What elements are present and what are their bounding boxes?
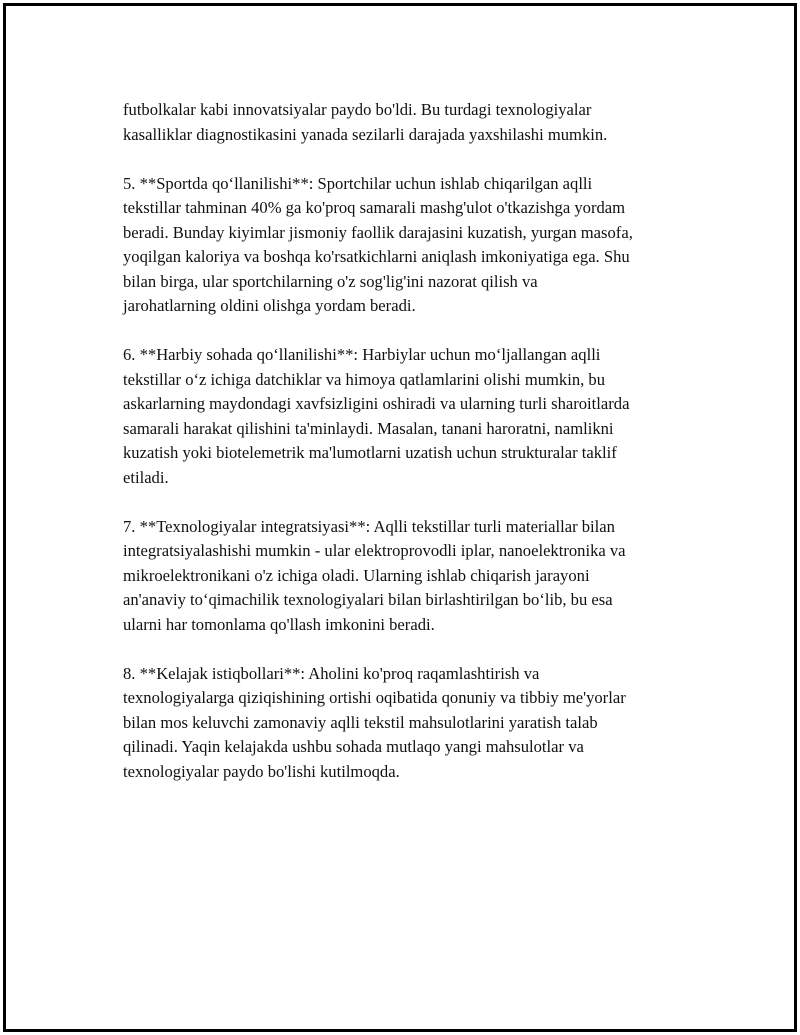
text-line: texnologiyalarga qiziqishining ortishi oqibatida qonuniy va tibbiy me'yorlar — [123, 688, 626, 707]
text-line: 5. **Sportda qo‘llanilishi**: Sportchilar uchun ishlab chiqarilgan aqlli — [123, 173, 593, 193]
text-line: kuzatish yoki biotelemetrik ma'lumotlarni uzatish uchun strukturalar taklif — [123, 443, 617, 462]
text-line: texnologiyalar paydo bo'lishi kutilmoqda. — [123, 761, 400, 781]
paragraph-future — [123, 662, 703, 785]
text-line: yoqilgan kaloriya va boshqa ko'rsatkichlarni aniqlash imkoniyatiga ega. Shu — [123, 247, 630, 266]
paragraph-continuation — [123, 98, 703, 147]
text-line: beradi. Bunday kiyimlar jismoniy faollik darajasini kuzatish, yurgan masofa, — [123, 222, 633, 242]
page-body — [123, 98, 703, 809]
text-line: 8. **Kelajak istiqbollari**: Aholini ko'proq raqamlashtirish va — [123, 663, 540, 683]
text-line: 6. **Harbiy sohada qo‘llanilishi**: Harbiylar uchun mo‘ljallangan aqlli — [123, 345, 601, 364]
text-line: ularni har tomonlama qo'llash imkonini beradi. — [123, 614, 435, 634]
text-line: tekstillar tahminan 40% ga ko'proq samarali mashg'ulot o'tkazishga yordam — [123, 198, 626, 217]
paragraph-military — [123, 343, 703, 490]
text-line: futbolkalar kabi innovatsiyalar paydo bo'ldi. Bu turdagi texnologiyalar — [123, 100, 592, 119]
page-frame — [3, 3, 797, 1032]
text-line: askarlarning maydondagi xavfsizligini oshiradi va ularning turli sharoitlarda — [123, 394, 630, 413]
text-line: bilan birga, ular sportchilarning o'z sog'lig'ini nazorat qilish va — [123, 271, 538, 291]
text-line: mikroelektronikani o'z ichiga oladi. Ularning ishlab chiqarish jarayoni — [123, 565, 590, 585]
text-line: an'anaviy to‘qimachilik texnologiyalari bilan birlashtirilgan bo‘lib, bu esa — [123, 590, 613, 609]
text-line: bilan mos keluvchi zamonaviy aqlli tekstil mahsulotlarini yaratish talab — [123, 712, 598, 732]
paragraph-integration — [123, 515, 703, 638]
text-line: tekstillar o‘z ichiga datchiklar va himoya qatlamlarini olishi mumkin, bu — [123, 369, 606, 389]
text-line: samarali harakat qilishini ta'minlaydi. Masalan, tanani haroratni, namlikni — [123, 418, 614, 438]
text-line: jarohatlarning oldini olishga yordam beradi. — [123, 296, 416, 315]
text-line: qilinadi. Yaqin kelajakda ushbu sohada mutlaqo yangi mahsulotlar va — [123, 737, 584, 756]
text-line: etiladi. — [123, 467, 169, 487]
text-line: integratsiyalashishi mumkin - ular elektroprovodli iplar, nanoelektronika va — [123, 541, 626, 560]
paragraph-sport — [123, 172, 703, 319]
text-line: 7. **Texnologiyalar integratsiyasi**: Aqlli tekstillar turli materiallar bilan — [123, 516, 615, 536]
text-line: kasalliklar diagnostikasini yanada sezilarli darajada yaxshilashi mumkin. — [123, 124, 608, 144]
